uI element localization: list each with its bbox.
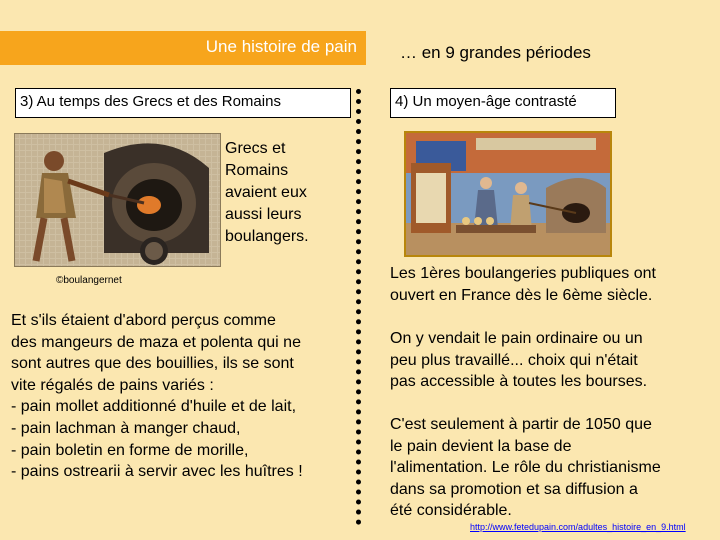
middle-ages-paragraph-1 [390, 263, 705, 306]
paragraph-line: des mangeurs de maza et polenta qui ne [11, 333, 301, 351]
paragraph-line: - pain mollet additionné d'huile et de lait, [11, 398, 297, 416]
middle-ages-paragraph-2 [390, 328, 705, 393]
paragraph-line: pas accessible à toutes les bourses. [390, 373, 648, 391]
paragraph-line: Les 1ères boulangeries publiques ont [390, 265, 656, 282]
section-title-middle-ages: 4) Un moyen-âge contrasté [390, 88, 616, 118]
paragraph-line: ouvert en France dès le 6ème siècle. [390, 286, 653, 304]
medieval-bakery-image [404, 131, 612, 257]
image-credit: ©boulangernet [56, 275, 122, 286]
paragraph-line: été considérable. [390, 502, 512, 520]
section-title-greeks-romans: 3) Au temps des Grecs et des Romains [15, 88, 351, 118]
page-subtitle: … en 9 grandes périodes [400, 43, 591, 62]
paragraph-line: dans sa promotion et sa diffusion a [390, 480, 638, 498]
paragraph-line: - pain boletin en forme de morille, [11, 441, 249, 459]
source-link[interactable]: http://www.fetedupain.com/adultes_histoire_en_9.html [470, 522, 686, 532]
paragraph-line: vite régalés de pains variés : [11, 376, 214, 394]
paragraph-line: - pains ostrearii à servir avec les huîtres ! [11, 463, 303, 481]
caption-line: Grecs et [225, 140, 286, 157]
paragraph-line: l'alimentation. Le rôle du christianisme [390, 459, 661, 477]
roman-baker-mosaic-image [14, 133, 221, 267]
paragraph-line: peu plus travaillé... choix qui n'était [390, 351, 638, 369]
title-bar [0, 31, 366, 65]
paragraph-line: le pain devient la base de [390, 437, 572, 455]
greek-roman-paragraph [11, 310, 349, 483]
paragraph-line: C'est seulement à partir de 1050 que [390, 416, 652, 433]
paragraph-line: On y vendait le pain ordinaire ou un [390, 330, 643, 347]
page-title: Une histoire de pain [205, 37, 357, 56]
paragraph-line: sont autres que des bouillies, ils se sont [11, 355, 294, 373]
dotted-divider [356, 89, 361, 525]
paragraph-line: - pain lachman à manger chaud, [11, 419, 241, 437]
middle-ages-paragraph-3 [390, 414, 710, 522]
mosaic-caption [225, 138, 345, 248]
caption-line: avaient eux [225, 184, 307, 201]
caption-line: Romains [225, 162, 289, 179]
paragraph-line: Et s'ils étaient d'abord perçus comme [11, 312, 276, 329]
caption-line: aussi leurs [225, 206, 302, 223]
caption-line: boulangers. [225, 228, 309, 245]
